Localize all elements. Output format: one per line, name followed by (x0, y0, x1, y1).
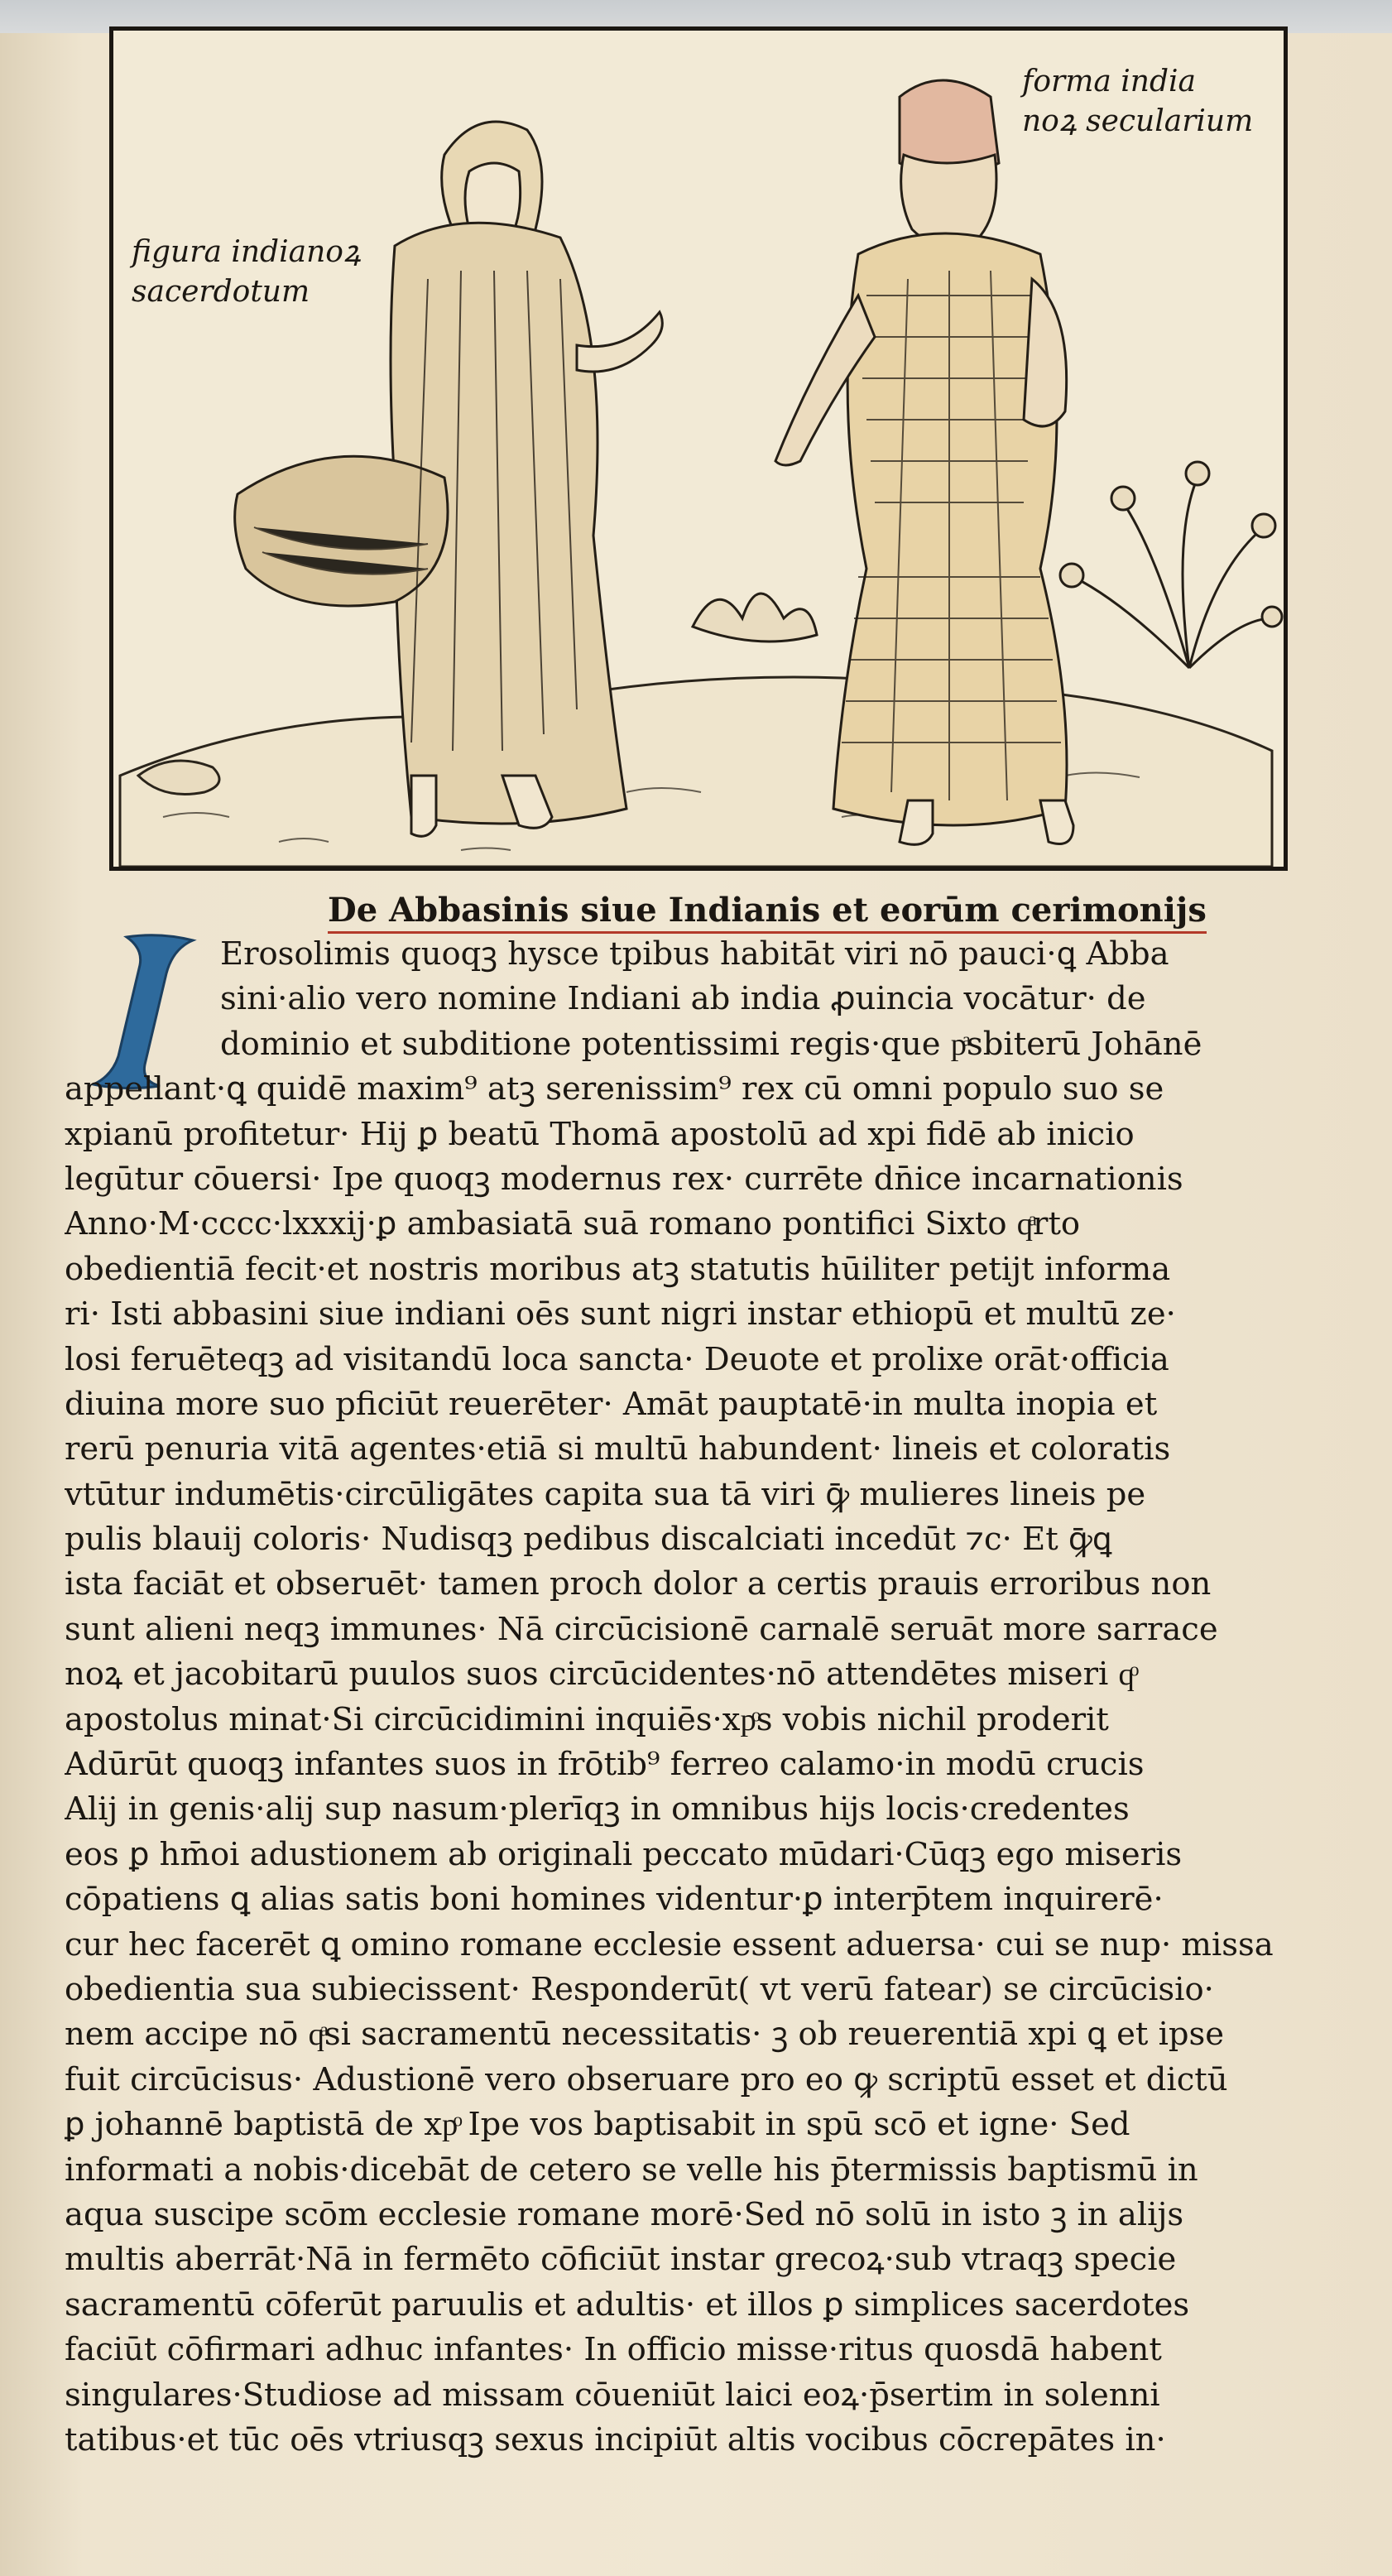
text-line: ꝑ johannē baptistā de xpͦ Ipe vos baptisabit in spū scō et igne· Sed (65, 2106, 1130, 2144)
text-line: informati a nobis·dicebāt de cetero se velle his p̄termissis baptismū in (65, 2151, 1198, 2189)
caption-priests (132, 233, 361, 312)
text-line: sini·alio vero nomine Indiani ab india ꝓuincia vocātur· de (220, 980, 1146, 1018)
text-line: multis aberrāt·Nā in fermēto cōficiūt instar grecoꝝ·sub vtraqꝫ specie (65, 2241, 1177, 2279)
text-line: cōpatiens ꝗ alias satis boni homines videntur·ꝑ interp̄tem inquirerē· (65, 1881, 1164, 1919)
caption-secular-line-2: noꝝ secularium (1022, 104, 1254, 138)
shrub-small (693, 594, 817, 642)
text-line: Anno·M·cccc·lxxxij·ꝑ ambasiatā suā romano pontifici Sixto qͣrto (65, 1205, 1081, 1243)
text-line: obedientiā fecit·et nostris moribus atꝫ statutis hūiliter petijt informa (65, 1250, 1171, 1288)
text-line: ista faciāt et obseruēt· tamen proch dolor a certis prauis erroribus non (65, 1565, 1212, 1603)
text-line: pulis blauij coloris· Nudisqꝫ pedibus discalciati incedūt ⁊c· Et ꝙ̄ꝗ (65, 1521, 1112, 1559)
text-line: cur hec facerēt ꝗ omino romane ecclesie essent aduersa· cui se nup· missa (65, 1925, 1274, 1963)
text-line: Alij in genis·alij sup nasum·plerīqꝫ in omnibus hijs locis·credentes (65, 1790, 1130, 1829)
text-line: Adūrūt quoqꝫ infantes suos in frōtib⁹ ferreo calamo·in modū crucis (65, 1746, 1145, 1784)
text-line: singulares·Studiose ad missam cōueniūt laici eoꝝ·p̄sertim in solenni (65, 2376, 1160, 2414)
text-line: dominio et subditione potentissimi regis·que pͣsbiterū Johānē (220, 1025, 1202, 1063)
text-line: ri· Isti abbasini siue indiani oēs sunt nigri instar ethiopū et multū ze· (65, 1295, 1176, 1334)
text-line: sacramentū cōferūt paruulis et adultis· et illos ꝑ simplices sacerdotes (65, 2285, 1190, 2324)
text-line: Erosolimis quoqꝫ hysce tpibus habitāt viri nō pauci·ꝗ Abba (220, 935, 1169, 973)
text-line: noꝝ et jacobitarū puulos suos circūcidentes·nō attendētes miseri qͦ (65, 1656, 1135, 1694)
text-line: faciūt cōfirmari adhuc infantes· In officio misse·ritus quosdā habent (65, 2331, 1162, 2369)
text-line: obedientia sua subiecissent· Responderūt( vt verū fatear) se circūcisio· (65, 1970, 1214, 2008)
caption-priests-line-1: figura indianoꝝ (132, 235, 361, 269)
body-text (65, 932, 1339, 2463)
text-line: fuit circūcisus· Adustionē vero obseruare pro eo ꝙ scriptū esset et dictū (65, 2060, 1228, 2098)
caption-secular-line-1: forma india (1022, 65, 1196, 99)
text-line: eos ꝑ hm̄oi adustionem ab originali peccato mūdari·Cūqꝫ ego miseris (65, 1835, 1183, 1873)
text-line: sunt alieni neqꝫ immunes· Nā circūcisionē carnalē seruāt more sarrace (65, 1610, 1218, 1648)
chapter-heading: De Abbasinis siue Indianis et eorūm cerimonijs (328, 891, 1207, 934)
text-line: tatibus·et tūc oēs vtriusqꝫ sexus incipiūt altis vocibus cōcrepātes in· (65, 2420, 1166, 2458)
text-line: aqua suscipe scōm ecclesie romane morē·Sed nō solū in isto ꝫ in alijs (65, 2195, 1184, 2233)
text-line: vtūtur indumētis·circūligātes capita sua tā viri ꝙ̄ mulieres lineis pe (65, 1475, 1146, 1513)
text-line: diuina more suo pficiūt reuerēter· Amāt pauptatē·in multa inopia et (65, 1385, 1158, 1423)
text-line: losi feruēteqꝫ ad visitandū loca sancta· Deuote et prolixe orāt·officia (65, 1340, 1169, 1378)
text-line: legūtur cōuersi· Ipe quoqꝫ modernus rex· currēte dn̄ice incarnationis (65, 1160, 1183, 1198)
text-line: xpianū profitetur· Hij ꝑ beatū Thomā apostolū ad xpi fidē ab inicio (65, 1115, 1135, 1153)
woodcut-illustration (109, 26, 1288, 871)
woodcut-figures-image (113, 31, 1284, 867)
caption-priests-line-2: sacerdotum (132, 275, 310, 309)
text-line: appellant·ꝗ quidē maxim⁹ atꝫ serenissim⁹ rex cū omni populo suo se (65, 1070, 1164, 1108)
caption-secular (1022, 62, 1253, 142)
text-line: nem accipe nō qͣsi sacramentū necessitatis· ꝫ ob reuerentiā xpi ꝗ et ipse (65, 2016, 1225, 2054)
text-line: rerū penuria vitā agentes·etiā si multū habundent· lineis et coloratis (65, 1430, 1171, 1468)
plant-right (1060, 462, 1282, 668)
text-line: apostolus minat·Si circūcidimini inquiēs·xpͦs vobis nichil proderit (65, 1700, 1109, 1738)
